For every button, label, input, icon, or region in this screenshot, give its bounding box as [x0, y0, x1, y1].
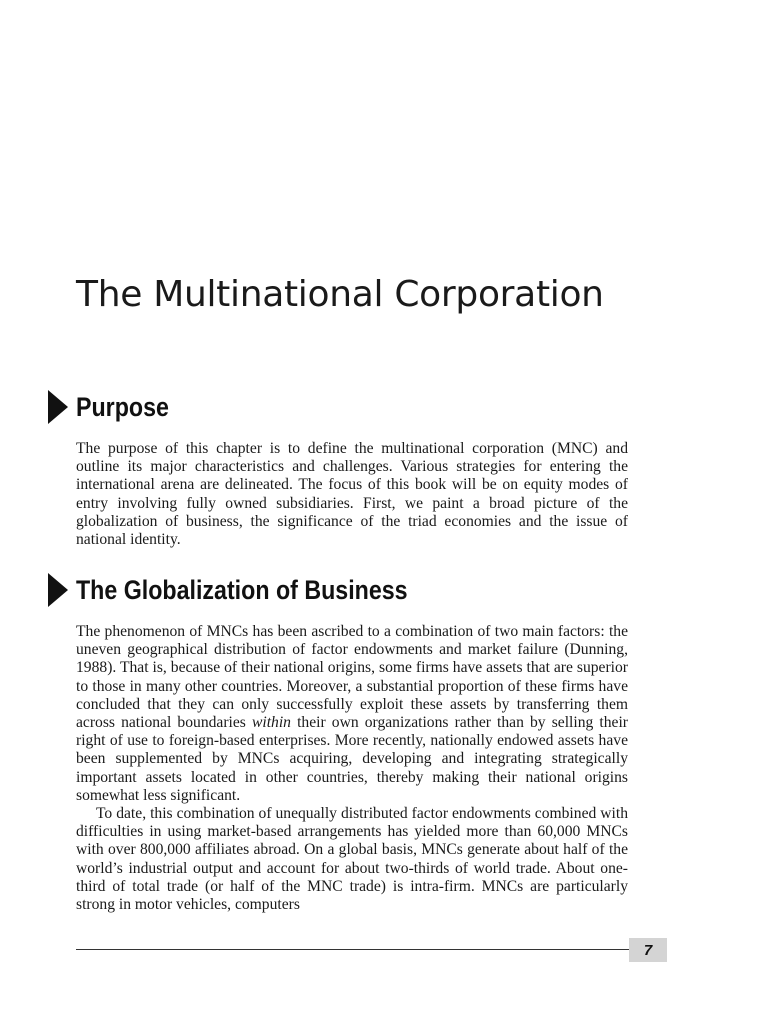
arrow-marker-icon — [48, 573, 68, 607]
section-heading-purpose — [48, 390, 184, 424]
section-heading-label: Purpose — [76, 391, 169, 422]
page-number: 7 — [629, 938, 667, 962]
section-heading-globalization — [48, 573, 462, 607]
purpose-paragraph: The purpose of this chapter is to define the multinational corporation (MNC) and outline its major characteristics and challenges. Various strategies for entering the international arena are delineated. The focus of this book will be on equity modes of entry involving fully owned subsidiaries. First, we paint a broad picture of the globalization of business, the significance of the triad economies and the issue of national identity. — [76, 440, 628, 549]
paragraph-text: The phenomenon of MNCs has been ascribed to a combination of two main factors: the uneven geographical distribution of factor endowments and market failure (Dunning, 1988). That is, because of their national origins, some firms have assets that are superior to those in many other countries. Moreover, a substantial proportion of these firms have concluded that they can only successfully exploit these assets by transferring them across national boundaries — [76, 623, 628, 732]
section-heading-label: The Globalization of Business — [76, 574, 408, 605]
paragraph-text: their own organizations rather than by selling their right of use to foreign-based enterprises. More recently, nationally endowed assets have been supplemented by MNCs acquiring, developing and integrating strategically important assets located in other countries, thereby making their national origins somewhat less significant. — [76, 714, 628, 804]
chapter-title: The Multinational Corporation — [76, 274, 604, 315]
globalization-paragraph-2: To date, this combination of unequally distributed factor endowments combined with difficulties in using market-based arrangements has yielded more than 60,000 MNCs with over 800,000 affiliates abroad. On a global basis, MNCs generate about half of the world’s industrial output and account for about two-thirds of world trade. About one-third of total trade (or half of the MNC trade) is intra-firm. MNCs are particularly strong in motor vehicles, computers — [76, 805, 628, 914]
arrow-marker-icon — [48, 390, 68, 424]
emphasis-text: within — [251, 714, 291, 732]
footer-rule — [76, 949, 630, 950]
globalization-paragraph-1 — [76, 623, 628, 805]
